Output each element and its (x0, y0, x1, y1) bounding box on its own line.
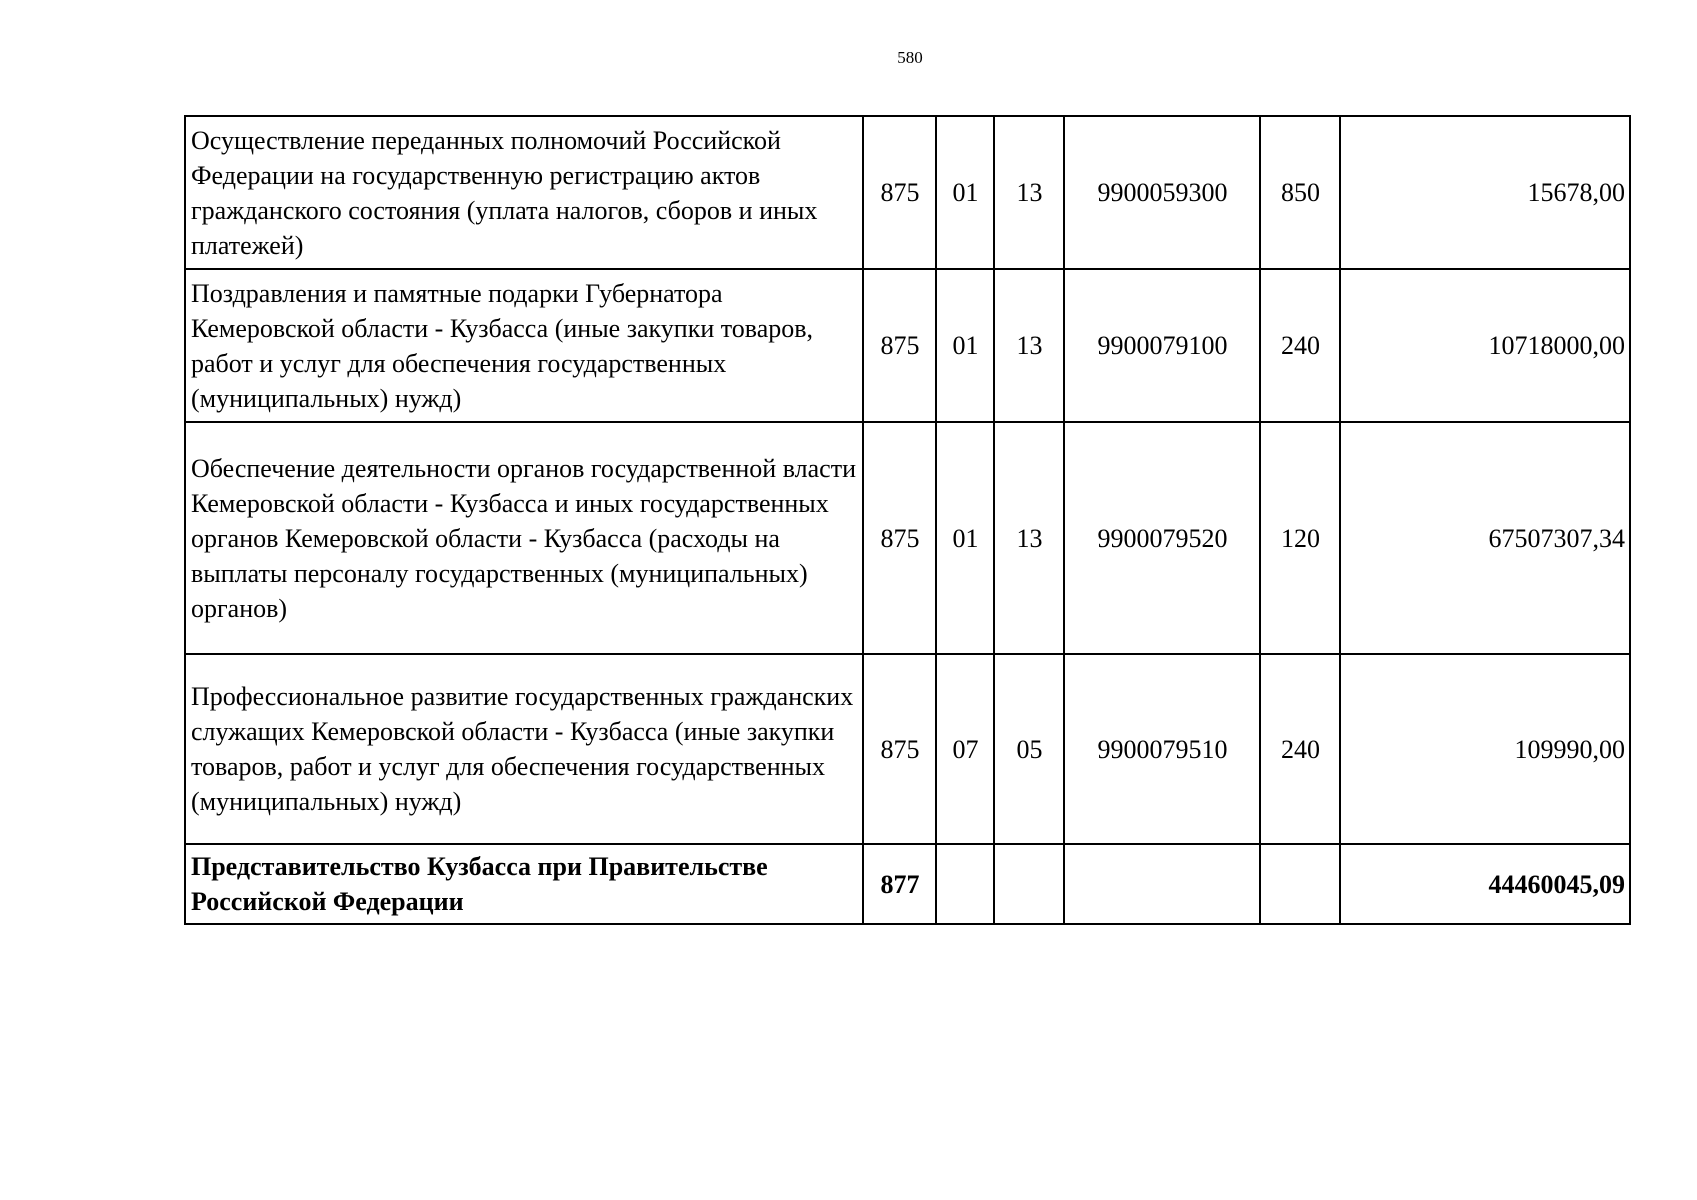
ministry-code: 875 (863, 654, 936, 844)
target-article-code (1064, 844, 1260, 924)
amount: 44460045,09 (1340, 844, 1630, 924)
table-row (185, 269, 1630, 422)
subsection-code: 13 (994, 116, 1064, 269)
row-description: Профессиональное развитие государственных гражданских служащих Кемеровской области - Кузбасса (иные закупки товаров, работ и услуг для обеспечения государственных (муниципальных) нужд) (185, 654, 863, 844)
amount: 109990,00 (1340, 654, 1630, 844)
amount: 67507307,34 (1340, 422, 1630, 654)
section-code: 01 (936, 422, 994, 654)
table-row (185, 844, 1630, 924)
target-article-code: 9900079510 (1064, 654, 1260, 844)
target-article-code: 9900079100 (1064, 269, 1260, 422)
table-row (185, 116, 1630, 269)
row-description: Осуществление переданных полномочий Российской Федерации на государственную регистрацию актов гражданского состояния (уплата налогов, сборов и иных платежей) (185, 116, 863, 269)
ministry-code: 877 (863, 844, 936, 924)
subsection-code: 05 (994, 654, 1064, 844)
amount: 15678,00 (1340, 116, 1630, 269)
row-description: Поздравления и памятные подарки Губернатора Кемеровской области - Кузбасса (иные закупки товаров, работ и услуг для обеспечения государственных (муниципальных) нужд) (185, 269, 863, 422)
ministry-code: 875 (863, 422, 936, 654)
target-article-code: 9900059300 (1064, 116, 1260, 269)
expense-type-code (1260, 844, 1340, 924)
row-description: Представительство Кузбасса при Правительстве Российской Федерации (185, 844, 863, 924)
row-description: Обеспечение деятельности органов государственной власти Кемеровской области - Кузбасса и иных государственных органов Кемеровской области - Кузбасса (расходы на выплаты персоналу государственных (муниципальных) органов) (185, 422, 863, 654)
ministry-code: 875 (863, 116, 936, 269)
amount: 10718000,00 (1340, 269, 1630, 422)
expense-type-code: 240 (1260, 269, 1340, 422)
target-article-code: 9900079520 (1064, 422, 1260, 654)
budget-table (184, 115, 1631, 925)
expense-type-code: 850 (1260, 116, 1340, 269)
section-code: 01 (936, 116, 994, 269)
section-code (936, 844, 994, 924)
table-row (185, 422, 1630, 654)
page-number: 580 (897, 48, 923, 67)
section-code: 07 (936, 654, 994, 844)
subsection-code: 13 (994, 269, 1064, 422)
expense-type-code: 120 (1260, 422, 1340, 654)
subsection-code: 13 (994, 422, 1064, 654)
expense-type-code: 240 (1260, 654, 1340, 844)
ministry-code: 875 (863, 269, 936, 422)
section-code: 01 (936, 269, 994, 422)
subsection-code (994, 844, 1064, 924)
table-row (185, 654, 1630, 844)
